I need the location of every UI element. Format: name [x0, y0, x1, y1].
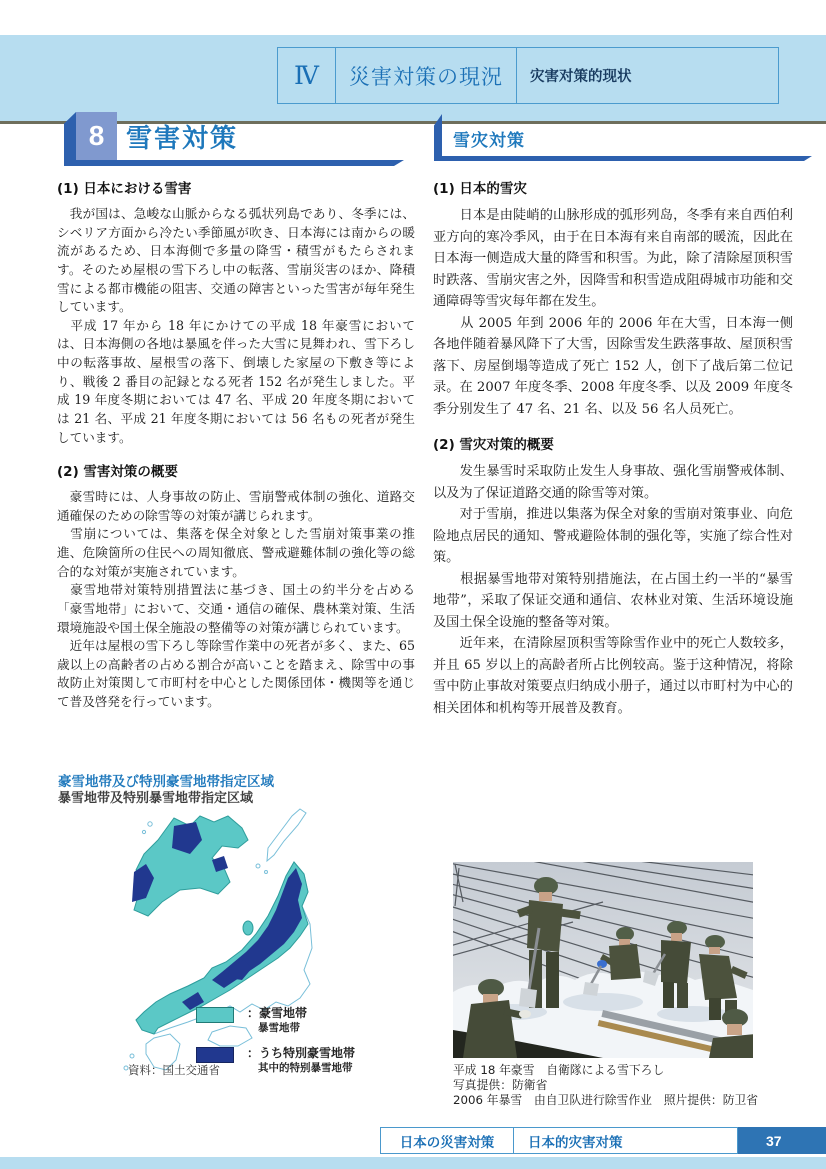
paragraph: 豪雪時には、人身事故の防止、雪崩警戒体制の強化、道路交通確保のための除雪等の対策が講じられます。 — [57, 489, 415, 523]
page-number: 37 — [738, 1127, 826, 1154]
chinese-column — [433, 177, 793, 719]
map-title-japanese: 豪雪地帯及び特別豪雪地帯指定区域 — [58, 774, 274, 789]
footer-title-bar — [380, 1127, 738, 1154]
photo-sdf-snow-removal — [453, 862, 753, 1058]
section-title-underline — [64, 160, 404, 166]
heading-snow-damage-china: (1) 日本的雪灾 — [433, 181, 527, 197]
footer-title-japanese: 日本の災害対策 — [399, 1134, 495, 1150]
paragraph: 我が国は、急峻な山脈からなる弧状列島であり、冬季には、シベリア方面から冷たい季節風が吹き、日本海には南からの暖流があるため、日本海側で多量の降雪・積雪がもたらされます。そのため屋根の雪下ろし中の転落、雪崩災害のほか、降積雪による都市機能の阻害、交通の障害といった雪害が毎年発生しています。 — [57, 206, 415, 315]
chapter-title-chinese: 灾害对策的现状 — [530, 69, 632, 85]
legend-swatch-special-zone — [196, 1047, 234, 1063]
legend-label-ja: ：豪雪地帯 — [247, 1006, 308, 1020]
heading-countermeasures-overview-ja: (2) 雪害対策の概要 — [57, 464, 178, 481]
section-number-badge: 8 — [76, 112, 117, 160]
paragraph: 平成 17 年から 18 年にかけての平成 18 年豪雪においては、日本海側の各地は暴風を伴った大雪に見舞われ、雪下ろし中の転落事故、屋根雪の落下、倒壊した家屋の下敷き等により、戦後 2 番目の記録となる死者 152 名が発生しました。平成 19 年度冬期においては 47 名、平成 20 年度冬期においては 21 名、平成 21 年度冬期においては 56 名もの死者が発生しています。 — [57, 317, 415, 445]
photo-credit-japanese: 写真提供：防衛省 — [453, 1078, 548, 1092]
paragraph: 近年来，在清除屋顶积雪等除雪作业中的死亡人数较多，并且 65 岁以上的高龄者所占比例较高。鉴于这种情况，将除雪中防止事故对策要点归纳成小册子，通过以市町村为中心的相关团体和机构等开展普及教育。 — [433, 636, 793, 716]
chapter-header-box — [277, 47, 779, 104]
legend-label-zh: 其中的特别暴雪地带 — [258, 1061, 353, 1074]
paragraph: 豪雪地帯対策特別措置法に基づき、国土の約半分を占める「豪雪地帯」において、交通・通信の確保、農林業対策、生活環境施設や国土保全施設の整備等の対策が講じられています。 — [57, 582, 415, 635]
header-divider-rule — [0, 121, 826, 124]
legend-label-zh: 暴雪地带 — [258, 1021, 300, 1034]
japanese-column — [57, 177, 415, 712]
legend-label-special-zone — [247, 1046, 355, 1075]
paragraph: 根据暴雪地带对策特别措施法，在占国土约一半的“暴雪地带”，采取了保证交通和通信、农林业对策、生活环境设施及国土保全设施的整备等对策。 — [433, 571, 793, 630]
map-source-credit: 資料：国土交通省 — [128, 1063, 220, 1077]
paragraph: 从 2005 年到 2006 年的 2006 年在大雪，日本海一侧各地伴随着暴风降下了大雪，因除雪发生跌落事故、屋顶积雪落下、房屋倒塌等造成了死亡 152 人，创下了战后第二位记录。在 2007 年度冬季、2008 年度冬季、以及 2009 年度冬季分别发生了 47 名、21 名、以及 56 名人员死亡。 — [433, 315, 793, 417]
legend-label-heavy-snow — [247, 1006, 307, 1035]
legend-label-ja: ：うち特別豪雪地帯 — [247, 1046, 356, 1061]
chapter-title-japanese: 災害対策の現況 — [336, 48, 517, 103]
legend-swatch-heavy-snow — [196, 1007, 234, 1023]
paragraph: 日本是由陡峭的山脉形成的弧形列岛，冬季有来自西伯利亚方向的寒冷季风，由于在日本海有来自南部的暖流，因此在日本海一侧造成大量的降雪和积雪。为此，除了清除屋顶积雪时跌落、雪崩灾害之外，因降雪和积雪造成阻碍城市功能和交通障碍等雪灾每年都在发生。 — [433, 208, 793, 310]
chapter-roman-numeral: Ⅳ — [278, 48, 336, 103]
legend-row-heavy-snow — [196, 1006, 355, 1035]
heading-snow-damage-japan: (1) 日本における雪害 — [57, 181, 192, 197]
photo-caption-chinese: 2006 年暴雪 由自卫队进行除雪作业 照片提供：防卫省 — [453, 1093, 759, 1107]
paragraph: 雪崩については、集落を保全対象とした雪崩対策事業の推進、危険箇所の住民への周知徹底、警戒避難体制の強化等の総合的な対策が実施されています。 — [57, 526, 415, 579]
paragraph: 近年は屋根の雪下ろし等除雪作業中の死者が多く、また、65 歳以上の高齢者の占める割合が高いことを踏まえ、除雪中の事故防止対策関して市町村を中心とした関係団体・機関等を通じて普及啓発を行っています。 — [57, 638, 415, 709]
heading-countermeasures-overview-zh: (2) 雪灾对策的概要 — [433, 437, 554, 454]
section-title-chinese: 雪灾対策 — [453, 131, 525, 150]
footer-title-chinese: 日本的灾害对策 — [513, 1128, 737, 1153]
section-title-chinese-underline — [434, 156, 812, 161]
paragraph: 发生暴雪时采取防止发生人身事故、强化雪崩警戒体制、以及为了保证道路交通的除雪等对策。 — [433, 464, 793, 501]
photo-caption-japanese: 平成 18 年豪雪 自衛隊による雪下ろし — [453, 1063, 665, 1077]
paragraph: 对于雪崩，推进以集落为保全对象的雪崩对策事业、向危险地点居民的通知、警戒避险体制的强化等，实施了综合性对策。 — [433, 507, 793, 566]
bottom-banner-strip — [0, 1157, 826, 1169]
section-title-japanese: 雪害対策 — [126, 123, 239, 153]
map-title-chinese: 暴雪地带及特别暴雪地带指定区域 — [58, 790, 254, 805]
